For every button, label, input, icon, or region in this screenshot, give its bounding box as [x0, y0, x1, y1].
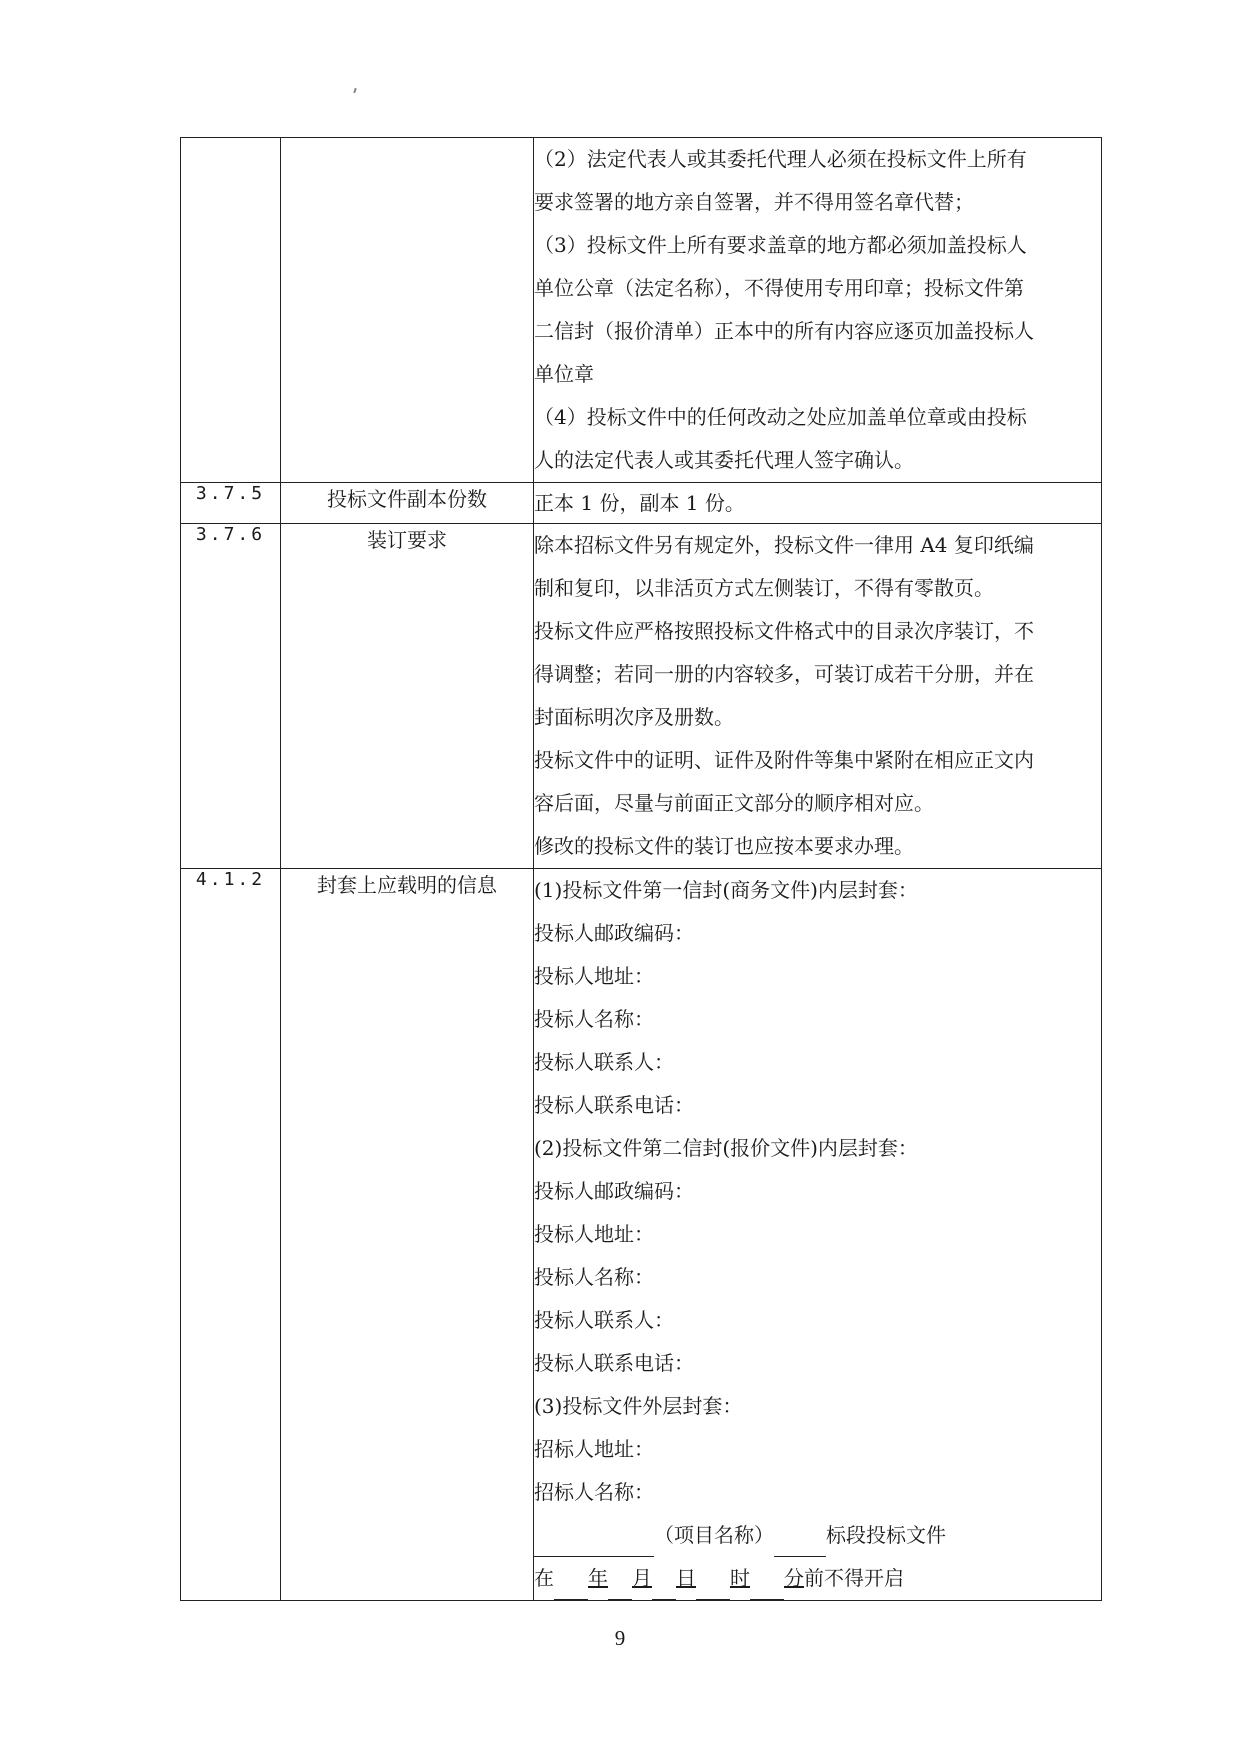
bid-requirements-table	[180, 137, 1102, 1601]
content-line: 封面标明次序及册数。	[534, 705, 734, 729]
clause-number-cell	[181, 138, 281, 483]
clause-number: 3.7.6	[195, 524, 266, 545]
scan-speck	[353, 88, 357, 93]
table-row	[181, 483, 1102, 524]
year-blank	[554, 1572, 588, 1600]
table-row	[181, 524, 1102, 869]
clause-number: 4.1.2	[195, 869, 266, 890]
content-line: 单位章	[534, 362, 594, 386]
content-line: 投标人地址：	[534, 964, 654, 988]
content-line: （4）投标文件中的任何改动之处应加盖单位章或由投标	[534, 405, 1027, 429]
clause-number-cell	[181, 483, 281, 524]
content-line: 投标人名称：	[534, 1265, 654, 1289]
page-number: 9	[614, 1626, 626, 1650]
clause-label-cell	[281, 524, 534, 869]
year-label: 年	[588, 1566, 608, 1590]
date-prefix: 在	[534, 1566, 554, 1590]
clause-label: 封套上应载明的信息	[317, 873, 497, 897]
table-row	[181, 869, 1102, 1601]
content-line: 人的法定代表人或其委托代理人签字确认。	[534, 448, 914, 472]
content-line: 投标人邮政编码：	[534, 1179, 694, 1203]
content-line: 投标人联系电话：	[534, 1351, 694, 1375]
lot-blank	[774, 1529, 826, 1557]
content-line: （2）法定代表人或其委托代理人必须在投标文件上所有	[534, 147, 1027, 171]
month-blank	[608, 1572, 632, 1600]
content-line: 二信封（报价清单）正本中的所有内容应逐页加盖投标人	[534, 319, 1034, 343]
hour-label: 时	[730, 1566, 750, 1590]
content-line: 招标人地址：	[534, 1437, 654, 1461]
clause-number-cell	[181, 524, 281, 869]
content-line: 招标人名称：	[534, 1480, 654, 1504]
content-line: 投标人联系人：	[534, 1050, 674, 1074]
content-line: (2)投标文件第二信封(报价文件)内层封套：	[534, 1136, 918, 1160]
content-line: 投标文件应严格按照投标文件格式中的目录次序装订，不	[534, 619, 1034, 643]
envelope-title-line	[534, 1514, 1101, 1557]
clause-number-cell	[181, 869, 281, 1601]
clause-label: 投标文件副本份数	[327, 487, 487, 511]
content-line: (3)投标文件外层封套：	[534, 1394, 743, 1418]
content-line: 投标文件中的证明、证件及附件等集中紧附在相应正文内	[534, 748, 1034, 772]
content-line: 投标人地址：	[534, 1222, 654, 1246]
lot-label: 标段投标文件	[826, 1523, 946, 1547]
minute-label: 分	[784, 1566, 804, 1590]
content-line: 正本 1 份，副本 1 份。	[534, 491, 745, 515]
minute-blank	[750, 1572, 784, 1600]
month-label: 月	[632, 1566, 652, 1590]
content-line: 得调整；若同一册的内容较多，可装订成若干分册，并在	[534, 662, 1034, 686]
clause-content-cell	[534, 138, 1102, 483]
content-line: 投标人联系人：	[534, 1308, 674, 1332]
clause-label-cell	[281, 483, 534, 524]
date-suffix: 前不得开启	[804, 1566, 904, 1590]
clause-number: 3.7.5	[195, 483, 266, 504]
clause-content-cell	[534, 869, 1102, 1601]
content-line: 投标人联系电话：	[534, 1093, 694, 1117]
content-line: （3）投标文件上所有要求盖章的地方都必须加盖投标人	[534, 233, 1027, 257]
content-line: 容后面，尽量与前面正文部分的顺序相对应。	[534, 791, 934, 815]
project-name-label: （项目名称）	[654, 1523, 774, 1547]
clause-content-cell	[534, 524, 1102, 869]
clause-content-cell	[534, 483, 1102, 524]
clause-label-cell	[281, 869, 534, 1601]
content-line: 要求签署的地方亲自签署，并不得用签名章代替；	[534, 190, 974, 214]
content-line: (1)投标文件第一信封(商务文件)内层封套：	[534, 878, 918, 902]
content-line: 修改的投标文件的装订也应按本要求办理。	[534, 834, 914, 858]
clause-label-cell	[281, 138, 534, 483]
project-name-blank	[534, 1529, 654, 1557]
hour-blank	[696, 1572, 730, 1600]
open-date-line	[534, 1557, 1101, 1600]
table-row	[181, 138, 1102, 483]
content-line: 投标人邮政编码：	[534, 921, 694, 945]
content-line: 投标人名称：	[534, 1007, 654, 1031]
content-line: 单位公章（法定名称），不得使用专用印章；投标文件第	[534, 276, 1024, 300]
clause-label: 装订要求	[367, 528, 447, 552]
day-blank	[652, 1572, 676, 1600]
day-label: 日	[676, 1566, 696, 1590]
content-line: 除本招标文件另有规定外，投标文件一律用 A4 复印纸编	[534, 533, 1034, 557]
content-line: 制和复印，以非活页方式左侧装订，不得有零散页。	[534, 576, 994, 600]
